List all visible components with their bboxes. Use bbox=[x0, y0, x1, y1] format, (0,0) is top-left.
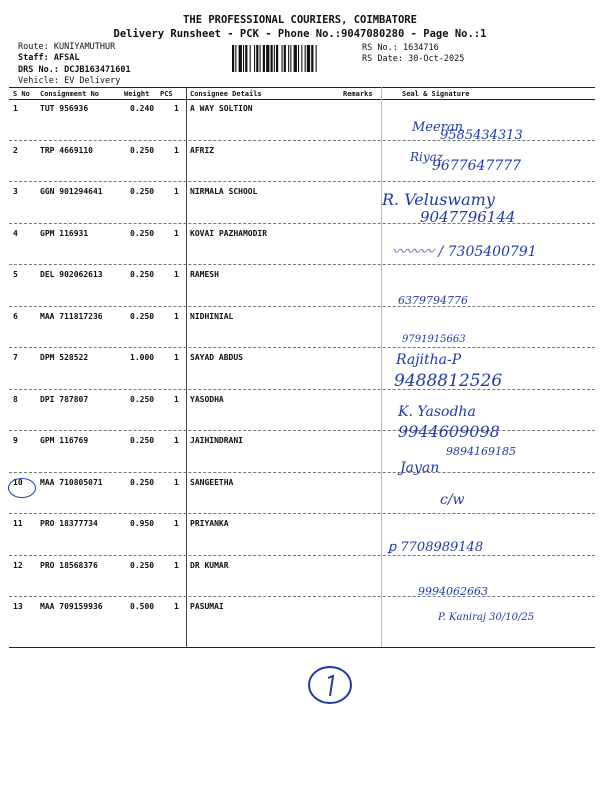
row-weight: 0.250 bbox=[130, 311, 155, 321]
barcode-bar bbox=[250, 45, 251, 72]
row-pcs: 1 bbox=[174, 394, 179, 404]
row-consignee: SANGEETHA bbox=[190, 477, 234, 487]
row-consignee: RAMESH bbox=[190, 270, 219, 279]
barcode-bar bbox=[316, 45, 317, 72]
row-consignment: DEL 902062613 bbox=[40, 270, 103, 279]
row-pcs: 1 bbox=[174, 519, 179, 528]
col-consignee: Consignee Details bbox=[190, 90, 262, 98]
barcode-bar bbox=[256, 45, 258, 72]
col-remarks: Remarks bbox=[343, 90, 373, 98]
signature-phone: 9894169185 bbox=[446, 445, 516, 458]
row-sno: 13 bbox=[13, 602, 23, 611]
col-consignment: Consignment No bbox=[40, 90, 100, 98]
col-seal: Seal & Signature bbox=[402, 90, 470, 98]
row-divider bbox=[9, 264, 595, 265]
signature: R. Veluswamy bbox=[382, 190, 495, 209]
barcode-bar bbox=[305, 45, 306, 72]
row-consignee: NIDHINIAL bbox=[190, 311, 234, 321]
row-pcs: 1 bbox=[174, 477, 179, 487]
row-sno: 7 bbox=[13, 353, 18, 362]
barcode-bar bbox=[294, 45, 297, 72]
row-weight: 0.250 bbox=[130, 270, 155, 279]
row-divider bbox=[9, 181, 595, 182]
row-consignment: TUT 956936 bbox=[40, 104, 89, 113]
row-sno: 5 bbox=[13, 270, 18, 279]
row-consignment: GPM 116931 bbox=[40, 228, 89, 238]
drs-line: DRS No.: DCJB163471601 bbox=[18, 65, 131, 75]
vehicle-line: Vehicle: EV Delivery bbox=[18, 76, 121, 86]
barcode-bar bbox=[301, 45, 302, 72]
table-top-rule bbox=[9, 87, 595, 88]
barcode-bar bbox=[243, 45, 244, 72]
signature: P. Kaniraj 30/10/25 bbox=[438, 612, 535, 623]
signature: Rajitha-P bbox=[396, 352, 462, 368]
barcode bbox=[232, 45, 356, 72]
row-consignee: PRIYANKA bbox=[190, 519, 229, 528]
row-divider bbox=[9, 472, 595, 473]
barcode-bar bbox=[307, 45, 310, 72]
signature: Riyaz bbox=[410, 150, 444, 164]
row-pcs: 1 bbox=[174, 436, 179, 445]
ink-stamp-mark bbox=[306, 664, 354, 706]
row-consignee: JAIHINDRANI bbox=[190, 436, 243, 445]
barcode-bar bbox=[274, 45, 275, 72]
row-consignee: DR KUMAR bbox=[190, 560, 229, 570]
drs-value: DCJB163471601 bbox=[64, 65, 131, 75]
row-pcs: 1 bbox=[174, 145, 179, 155]
row-consignee: AFRIZ bbox=[190, 145, 215, 155]
barcode-bar bbox=[235, 45, 236, 72]
table-bottom-rule bbox=[9, 647, 595, 648]
row-consignee: A WAY SOLTION bbox=[190, 104, 253, 113]
row-divider bbox=[9, 513, 595, 514]
runsheet-subtitle: Delivery Runsheet - PCK - Phone No.:9047080280 - Page No.:1 bbox=[113, 28, 487, 40]
barcode-bar bbox=[266, 45, 269, 72]
signature: 〰〰〰 / 7305400791 bbox=[392, 244, 537, 260]
row-pcs: 1 bbox=[174, 187, 179, 196]
row-consignment: GGN 901294641 bbox=[40, 187, 103, 196]
barcode-bar bbox=[311, 45, 313, 72]
row-weight: 0.250 bbox=[130, 477, 155, 487]
row-weight: 0.250 bbox=[130, 560, 155, 570]
row-consignee: YASODHA bbox=[190, 394, 224, 404]
col-sno: S No bbox=[13, 90, 30, 98]
row-consignment: MAA 710805071 bbox=[40, 477, 103, 487]
row-sno: 4 bbox=[13, 228, 18, 238]
barcode-bar bbox=[282, 45, 283, 72]
row-consignment: PRO 18568376 bbox=[40, 560, 98, 570]
signature: c/w bbox=[440, 492, 465, 508]
row-sno: 1 bbox=[13, 104, 18, 113]
col-weight: Weight bbox=[124, 90, 150, 98]
barcode-bar bbox=[263, 45, 265, 72]
row-consignment: DPM 528522 bbox=[40, 353, 89, 362]
row-consignee: PASUMAI bbox=[190, 602, 224, 611]
barcode-bar bbox=[239, 45, 242, 72]
row-sno: 2 bbox=[13, 145, 18, 155]
barcode-bar bbox=[260, 45, 261, 72]
signature: K. Yasodha bbox=[398, 404, 476, 420]
row-weight: 0.950 bbox=[130, 519, 155, 528]
barcode-bar bbox=[271, 45, 273, 72]
row-sno: 9 bbox=[13, 436, 18, 445]
signature-phone: 9944609098 bbox=[398, 422, 500, 441]
row-consignee: NIRMALA SCHOOL bbox=[190, 187, 258, 196]
row-pcs: 1 bbox=[174, 270, 179, 279]
row-pcs: 1 bbox=[174, 560, 179, 570]
row-consignment: DPI 787807 bbox=[40, 394, 89, 404]
signature: Meeran bbox=[412, 120, 464, 135]
row-consignment: MAA 709159936 bbox=[40, 602, 103, 611]
row-consignment: PRO 18377734 bbox=[40, 519, 98, 528]
row-consignment: GPM 116769 bbox=[40, 436, 89, 445]
route-line: Route: KUNIYAMUTHUR bbox=[18, 42, 116, 52]
barcode-bar bbox=[288, 45, 289, 72]
row-consignment: TRP 4669110 bbox=[40, 145, 93, 155]
row-sno: 8 bbox=[13, 394, 18, 404]
table-header-rule bbox=[9, 99, 595, 100]
barcode-bar bbox=[254, 45, 255, 72]
row-divider bbox=[9, 306, 595, 307]
row-weight: 0.250 bbox=[130, 394, 155, 404]
barcode-bar bbox=[245, 45, 247, 72]
row-weight: 1.000 bbox=[130, 353, 155, 362]
signature-phone: 9488812526 bbox=[394, 371, 503, 391]
barcode-bar bbox=[290, 45, 291, 72]
row-weight: 0.500 bbox=[130, 602, 155, 611]
barcode-bar bbox=[284, 45, 286, 72]
barcode-bar bbox=[276, 45, 278, 72]
row-divider bbox=[9, 347, 595, 348]
signature-phone: 9791915663 bbox=[402, 334, 466, 345]
row-pcs: 1 bbox=[174, 602, 179, 611]
signature: Jayan bbox=[400, 460, 440, 476]
signature-phone: 9585434313 bbox=[440, 128, 523, 143]
row-pcs: 1 bbox=[174, 353, 179, 362]
row-pcs: 1 bbox=[174, 311, 179, 321]
row-sno: 3 bbox=[13, 187, 18, 196]
row-weight: 0.250 bbox=[130, 436, 155, 445]
row-divider bbox=[9, 389, 595, 390]
row-divider bbox=[9, 555, 595, 556]
col-pcs: PCS bbox=[160, 90, 173, 98]
staff-line: Staff: AFSAL bbox=[18, 53, 80, 63]
row-pcs: 1 bbox=[174, 228, 179, 238]
row-weight: 0.250 bbox=[130, 145, 155, 155]
row-weight: 0.250 bbox=[130, 228, 155, 238]
row-sno: 11 bbox=[13, 519, 23, 528]
rs-date-value: 30-Oct-2025 bbox=[408, 54, 465, 64]
col-divider bbox=[381, 87, 382, 647]
runsheet-title: THE PROFESSIONAL COURIERS, COIMBATORE bbox=[183, 14, 417, 26]
row-consignee: SAYAD ABDUS bbox=[190, 353, 243, 362]
row-10-circle-mark bbox=[8, 478, 36, 498]
row-pcs: 1 bbox=[174, 104, 179, 113]
signature-phone: 9047796144 bbox=[420, 208, 516, 226]
vehicle-value: EV Delivery bbox=[64, 76, 121, 86]
signature: ꝑ 7708989148 bbox=[388, 540, 484, 555]
route-value: KUNIYAMUTHUR bbox=[53, 42, 116, 52]
barcode-bar bbox=[232, 45, 234, 72]
signature-phone: 9677647777 bbox=[432, 158, 522, 174]
row-consignee: KOVAI PAZHAMODIR bbox=[190, 228, 268, 238]
signature-phone: 9994062663 bbox=[418, 585, 488, 598]
signature-phone: 6379794776 bbox=[398, 294, 468, 307]
row-consignment: MAA 711817236 bbox=[40, 311, 103, 321]
row-weight: 0.240 bbox=[130, 104, 155, 113]
rs-no-value: 1634716 bbox=[402, 43, 439, 53]
row-divider bbox=[9, 596, 595, 597]
row-sno: 10 bbox=[13, 477, 23, 487]
row-divider bbox=[9, 430, 595, 431]
col-divider bbox=[186, 87, 187, 647]
staff-value: AFSAL bbox=[53, 53, 80, 63]
rs-no-line: RS No.: 1634716 bbox=[362, 43, 439, 53]
row-sno: 6 bbox=[13, 311, 18, 321]
barcode-bar bbox=[298, 45, 299, 72]
row-weight: 0.250 bbox=[130, 187, 155, 196]
rs-date-line: RS Date: 30-Oct-2025 bbox=[362, 54, 465, 64]
row-sno: 12 bbox=[13, 560, 23, 570]
